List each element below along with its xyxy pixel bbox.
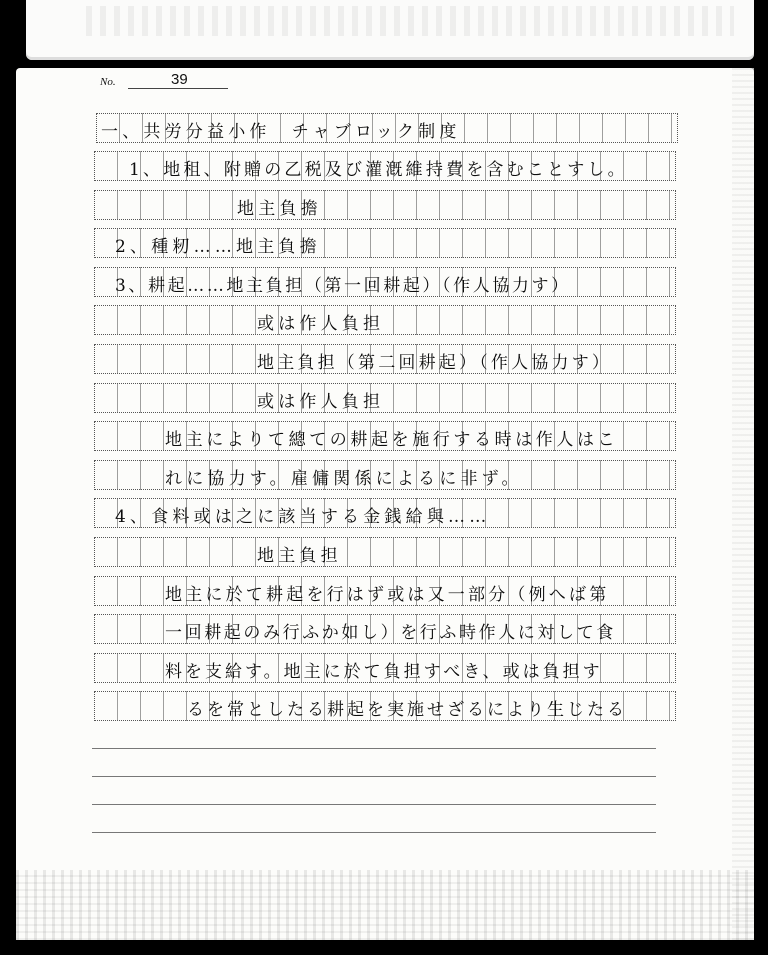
scan-noise [16, 870, 754, 940]
blank-ruled-line [92, 804, 656, 805]
manuscript-line [94, 653, 676, 683]
line-text: 地主負擔 [237, 199, 322, 219]
line-text: 料を支給す。地主に於て負担すべき、或は負担す [165, 662, 603, 682]
manuscript-line [94, 190, 676, 220]
manuscript-line [94, 228, 676, 258]
line-text: 地主に於て耕起を行はず或は又一部分（例へば第 [165, 585, 610, 605]
page-stack-edge [732, 68, 754, 940]
line-text: 地主によりて總ての耕起を施行する時は作人はこ [165, 430, 619, 450]
previous-page-edge [26, 0, 754, 60]
line-text: るを常としたる耕起を実施せざるにより生じたる [187, 700, 627, 720]
manuscript-line [94, 267, 676, 297]
manuscript-line [94, 305, 676, 335]
line-text: れに協力す。雇傭関係によるに非ず。 [165, 469, 523, 489]
line-text: 或は作人負担 [257, 314, 385, 334]
manuscript-line [96, 113, 678, 143]
manuscript-line [94, 460, 676, 490]
blank-ruled-line [92, 832, 656, 833]
line-text: 地主負担 [257, 546, 342, 566]
show-through-text [86, 6, 734, 36]
line-text: 一回耕起のみ行ふか如し）を行ふ時作人に対して食 [165, 623, 616, 643]
manuscript-line [94, 537, 676, 567]
manuscript-line [94, 691, 676, 721]
manuscript-line [94, 344, 676, 374]
line-text: 一、共労分益小作 チャブロック制度 [101, 122, 461, 142]
manuscript-line [94, 614, 676, 644]
blank-ruled-line [92, 748, 656, 749]
line-text: 1、地租、附贈の乙税及び灌漑維持費を含むことすし。 [129, 160, 628, 180]
blank-ruled-line [92, 776, 656, 777]
page-number-underline [128, 88, 228, 89]
manuscript-line [94, 421, 676, 451]
page-number-value: 39 [171, 71, 188, 88]
line-text: 4、食料或は之に該当する金銭給與…… [115, 507, 491, 527]
line-text: 地主負担（第二回耕起）（作人協力す） [257, 353, 613, 373]
line-text: 或は作人負担 [257, 392, 385, 412]
line-text: 2、種籾……地主負擔 [115, 237, 321, 257]
line-text: 3、耕起……地主負担（第一回耕起）（作人協力す） [115, 276, 571, 296]
manuscript-line [94, 151, 676, 181]
manuscript-line [94, 498, 676, 528]
manuscript-line [94, 576, 676, 606]
page-number-label: No. [100, 76, 116, 88]
document-page [16, 68, 754, 940]
manuscript-line [94, 383, 676, 413]
